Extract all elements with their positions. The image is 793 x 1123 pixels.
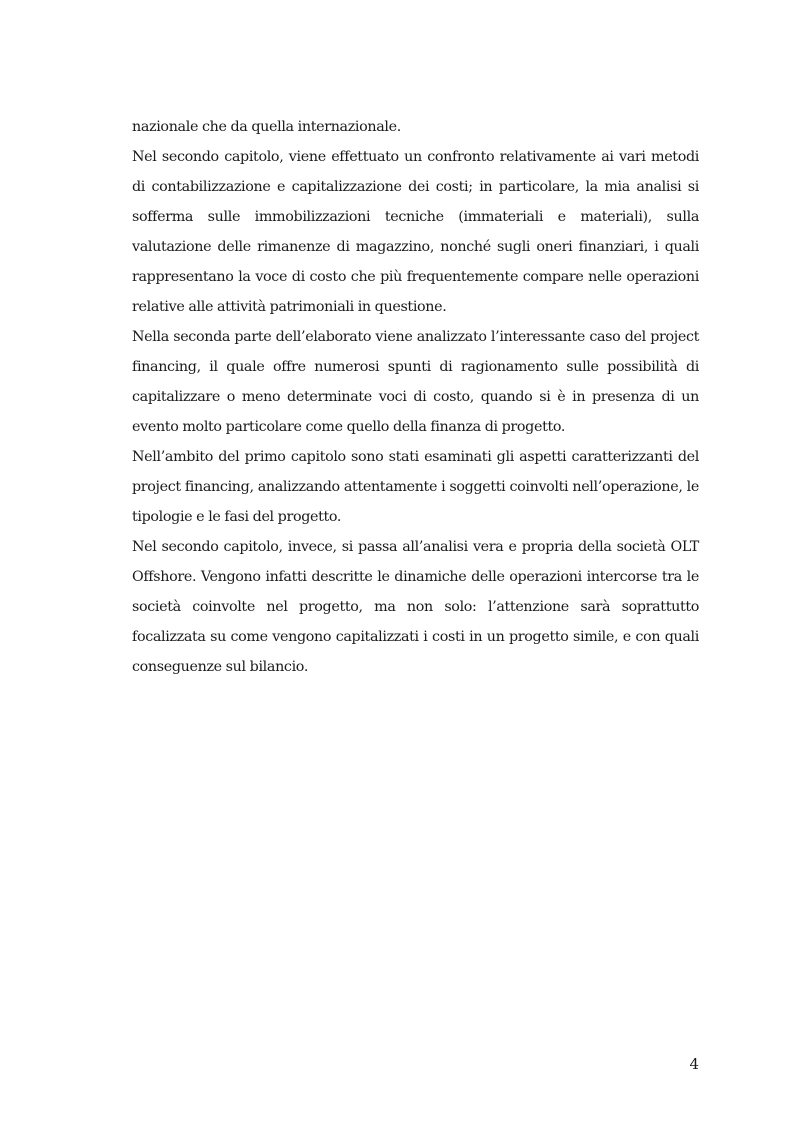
paragraph-continuation: nazionale che da quella internazionale. [132, 119, 401, 135]
paragraph-first-chapter-pf: Nell’ambito del primo capitolo sono stati esaminati gli aspetti caratterizzanti del project financing, analizzando attentamente i soggetti coinvolti nell’operazione, le tipologie e le fasi del progetto. [132, 449, 699, 525]
paragraph-olt-offshore: Nel secondo capitolo, invece, si passa all’analisi vera e propria della società OLT Offshore. Vengono infatti descritte le dinamiche delle operazioni intercorse tra le società coinvolte nel progetto, ma non solo: l’attenzione sarà soprattutto focalizzata su come vengono capitalizzati i costi in un progetto simile, e con quali conseguenze sul bilancio. [132, 539, 699, 675]
body-text [132, 112, 699, 682]
paragraph-second-chapter-costs: Nel secondo capitolo, viene effettuato un confronto relativamente ai vari metodi di contabilizzazione e capitalizzazione dei costi; in particolare, la mia analisi si sofferma sulle immobilizzazioni tecniche (immateriali e materiali), sulla valutazione delle rimanenze di magazzino, nonché sugli oneri finanziari, i quali rappresentano la voce di costo che più frequentemente compare nelle operazioni relative alle attività patrimoniali in questione. [132, 149, 699, 315]
paragraph-project-financing-intro: Nella seconda parte dell’elaborato viene analizzato l’interessante caso del project financing, il quale offre numerosi spunti di ragionamento sulle possibilità di capitalizzare o meno determinate voci di costo, quando si è in presenza di un evento molto particolare come quello della finanza di progetto. [132, 329, 699, 435]
page-number: 4 [689, 1055, 699, 1073]
